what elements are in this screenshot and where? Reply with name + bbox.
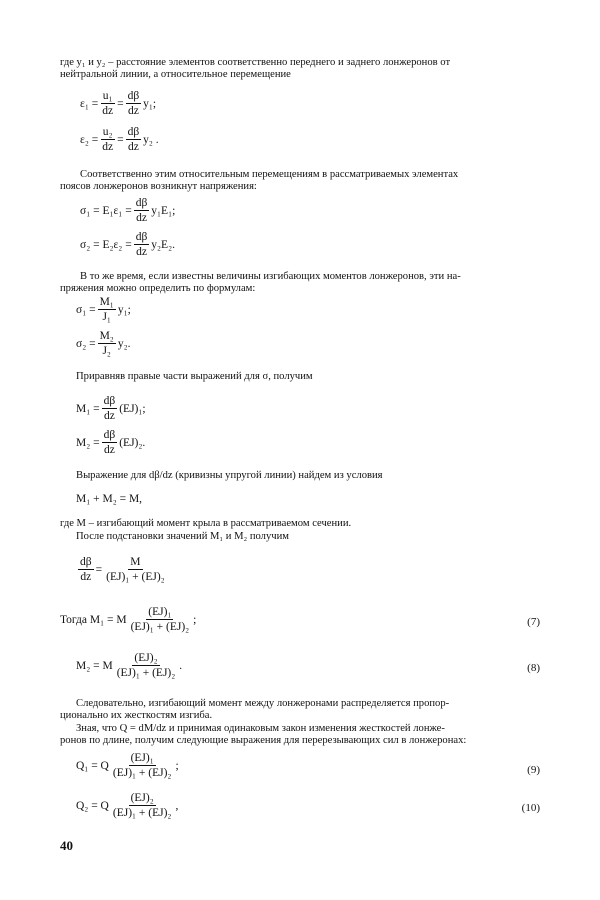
paragraph-line: пряжения можно определить по формулам: bbox=[60, 283, 256, 294]
equation-eps2: ε₂ = $\frac{\text{u₂}}{dz}$ = $\frac{d\beta}{dz}$ y₂ . bbox=[80, 126, 159, 153]
equation-sigma1-moment: σ₁ = $\frac{\text{M₁}}{\text{J₁}}$ y₁; bbox=[76, 296, 131, 323]
equation-number: (7) bbox=[527, 616, 540, 628]
equation-number: (9) bbox=[527, 764, 540, 776]
equation-number: (10) bbox=[521, 802, 540, 814]
paragraph-line: Зная, что Q = dM/dz и принимая одинаковым закон изменения жесткостей лонже- bbox=[76, 723, 445, 734]
equation-sum: M₁ + M₂ = M, bbox=[76, 493, 143, 505]
paragraph-line: После подстановки значений M₁ и M₂ получим bbox=[76, 531, 289, 542]
equation-sigma2-moment: σ₂ = $\frac{\text{M₂}}{\text{J₂}}$ y₂. bbox=[76, 330, 131, 357]
paragraph-line: ронов по длине, получим следующие выражения для перерезывающих сил в лонжеронах: bbox=[60, 735, 467, 746]
paragraph-line: где M – изгибающий момент крыла в рассматриваемом сечении. bbox=[60, 518, 352, 529]
equation-number: (8) bbox=[527, 662, 540, 674]
equation-sigma1: σ₁ = E₁ε₁ = $\frac{d\beta}{dz}$ y₁E₁; bbox=[80, 197, 176, 224]
paragraph-line: нейтральной линии, а относительное перемещение bbox=[60, 69, 291, 80]
equation-m2: M₂ = $\frac{d\beta}{dz}$ (EJ)₂. bbox=[76, 429, 146, 456]
paragraph-line: Следовательно, изгибающий момент между лонжеронами распределяется пропор- bbox=[76, 698, 450, 709]
paragraph-line: поясов лонжеронов возникнут напряжения: bbox=[60, 181, 257, 192]
paragraph-line: где y₁ и y₂ – расстояние элементов соответственно переднего и заднего лонжеронов от bbox=[60, 57, 451, 68]
paragraph-line: ционально их жесткостям изгиба. bbox=[60, 710, 213, 721]
equation-sigma2: σ₂ = E₂ε₂ = $\frac{d\beta}{dz}$ y₂E₂. bbox=[80, 231, 175, 258]
paragraph-line: В то же время, если известны величины изгибающих моментов лонжеронов, эти на- bbox=[80, 271, 461, 282]
equation-10: Q₂ = Q $\frac{\text{(EJ)₂}}{\text{(EJ)₁ + (EJ)₂}}$ , bbox=[76, 792, 179, 819]
paragraph-line: Соответственно этим относительным перемещениям в рассматриваемых элементах bbox=[80, 169, 459, 180]
equation-9: Q₁ = Q $\frac{\text{(EJ)₁}}{\text{(EJ)₁ + (EJ)₂}}$ ; bbox=[76, 752, 179, 779]
paragraph-line: Приравняв правые части выражений для σ, получим bbox=[76, 371, 313, 382]
equation-m1: M₁ = $\frac{d\beta}{dz}$ (EJ)₁; bbox=[76, 395, 146, 422]
equation-curvature: $\frac{d\beta}{dz}$ = $\frac{M}{\text{(EJ)₁ + (EJ)₂}}$ bbox=[80, 556, 165, 583]
page-number: 40 bbox=[60, 838, 73, 853]
equation-8: M₂ = M $\frac{\text{(EJ)₂}}{\text{(EJ)₁ + (EJ)₂}}$ . bbox=[76, 652, 183, 679]
equation-7: Тогда M₁ = M $\frac{\text{(EJ)₁}}{\text{(EJ)₁ + (EJ)₂}}$ ; bbox=[60, 606, 197, 633]
paragraph-line: Выражение для dβ/dz (кривизны упругой линии) найдем из условия bbox=[76, 470, 383, 481]
equation-eps1: ε₁ = $\frac{\text{u₁}}{dz}$ = $\frac{d\beta}{dz}$ y₁; bbox=[80, 90, 157, 117]
